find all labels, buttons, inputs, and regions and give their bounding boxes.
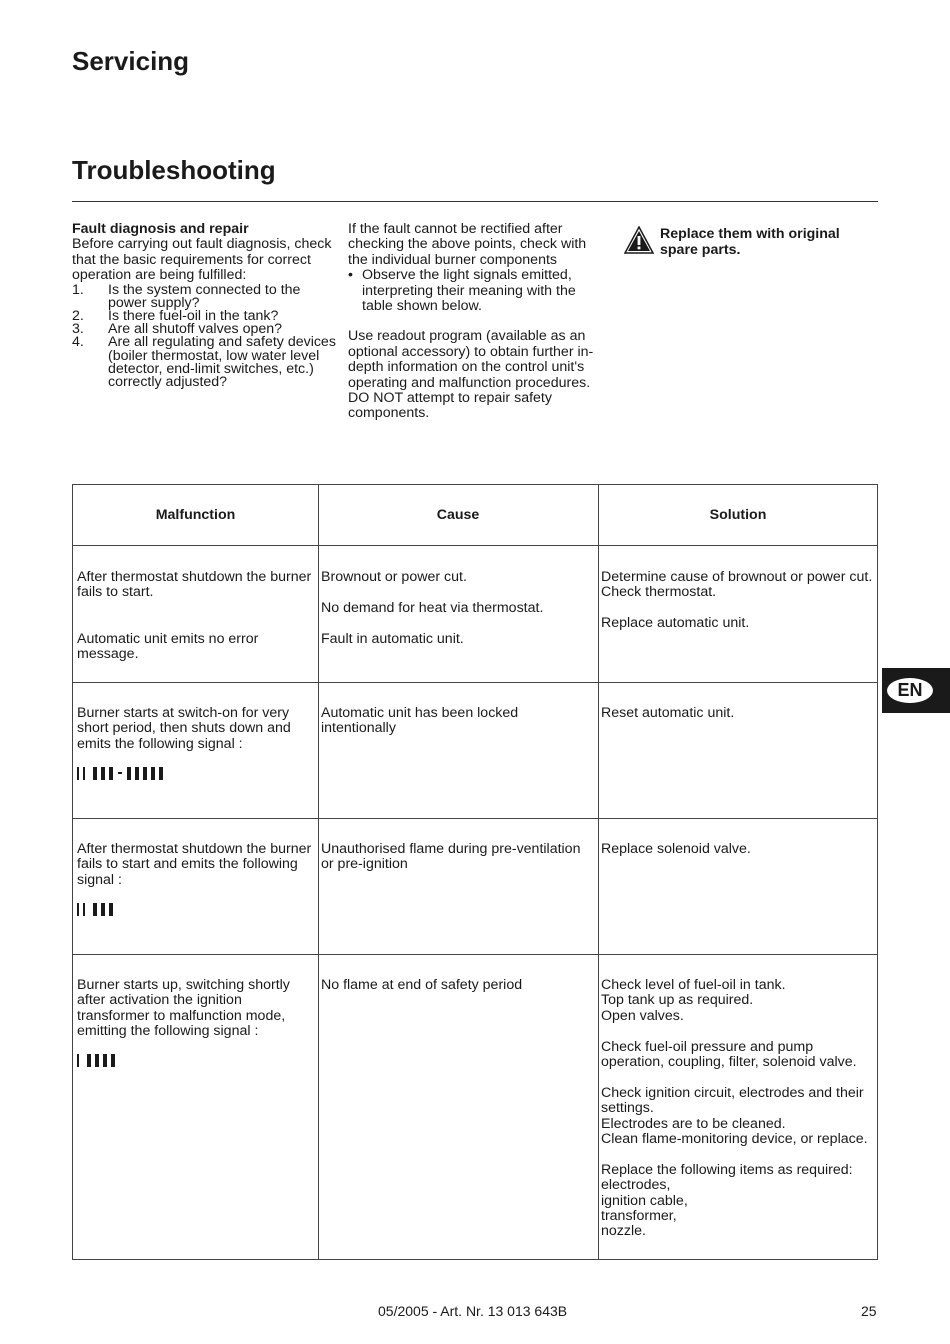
- intro-lead: Before carrying out fault diagnosis, check that the basic requirements for correct operation are being fulfilled:: [72, 236, 332, 284]
- row-3-cause: Unauthorised flame during pre-ventilation or pre-ignition: [321, 841, 581, 873]
- row-4-cause: No flame at end of safety period: [321, 977, 523, 993]
- page-title: Troubleshooting: [72, 155, 276, 185]
- row-1-cause: Brownout or power cut. No demand for heat via thermostat. Fault in automatic unit.: [321, 569, 544, 647]
- language-label: EN: [887, 678, 933, 703]
- intro-heading: Fault diagnosis and repair: [72, 221, 249, 237]
- intro-column-1: [72, 222, 337, 389]
- row-2-solution: Reset automatic unit.: [601, 705, 735, 721]
- intro-column-2: [348, 222, 600, 422]
- light-signal-pattern: [77, 902, 317, 916]
- intro-bullet: • Observe the light signals emitted, interpreting their meaning with the table shown below.: [348, 268, 600, 314]
- header-cause: Cause: [436, 507, 480, 523]
- intro-paragraph-1: If the fault cannot be rectified after checking the above points, check with the individual burner components: [348, 221, 587, 268]
- row-3-solution: Replace solenoid valve.: [601, 841, 751, 857]
- light-signal-pattern: [77, 766, 317, 780]
- row-2-malfunction: Burner starts at switch-on for very short period, then shuts down and emits the following signal :: [77, 706, 317, 780]
- header-malfunction: Malfunction: [155, 507, 236, 523]
- light-signal-pattern: [77, 1054, 317, 1068]
- troubleshooting-table: [72, 484, 878, 1260]
- intro-paragraph-3: DO NOT attempt to repair safety components.: [348, 390, 552, 422]
- row-4-solution: Check level of fuel-oil in tank. Top tank up as required. Open valves. Check fuel-oil pressure and pump operation, coupling, filter, solenoid valve. Check ignition circuit, electrodes and their settings. Electrodes are to be cleaned. Clean flame-monitoring device, or replace. Replace the following items as required: electrodes, ignition cable, transformer, nozzle.: [601, 977, 868, 1240]
- list-item: 2. Is there fuel-oil in the tank?: [72, 308, 279, 325]
- warning-triangle-icon: [624, 226, 654, 254]
- header-solution: Solution: [709, 507, 767, 523]
- title-divider: [72, 201, 878, 202]
- language-tab: [882, 668, 950, 713]
- list-item: 3. Are all shutoff valves open?: [72, 321, 283, 338]
- row-2-cause: Automatic unit has been locked intentionally: [321, 705, 519, 737]
- intro-paragraph-2: Use readout program (available as an optional accessory) to obtain further in-depth information on the control unit's operating and malfunction procedures.: [348, 328, 594, 391]
- list-item: 4. Are all regulating and safety devices (boiler thermostat, low water level detector, end-limit switches, etc.) correctly adjusted?: [72, 334, 336, 391]
- list-item: 1. Is the system connected to the power supply?: [72, 281, 301, 311]
- page-number: 25: [861, 1303, 877, 1319]
- row-1-solution: Determine cause of brownout or power cut. Check thermostat. Replace automatic unit.: [601, 569, 873, 632]
- row-3-malfunction: After thermostat shutdown the burner fails to start and emits the following signal :: [77, 842, 317, 916]
- row-4-malfunction: Burner starts up, switching shortly after activation the ignition transformer to malfunction mode, emitting the following signal :: [77, 978, 317, 1068]
- row-1-malfunction: After thermostat shutdown the burner fails to start. Automatic unit emits no error message.: [77, 569, 312, 662]
- footer-article-number: 05/2005 - Art. Nr. 13 013 643B: [378, 1303, 568, 1319]
- warning-text: Replace them with original spare parts.: [660, 226, 840, 258]
- requirements-list: [72, 281, 337, 391]
- section-title: Servicing: [72, 46, 190, 76]
